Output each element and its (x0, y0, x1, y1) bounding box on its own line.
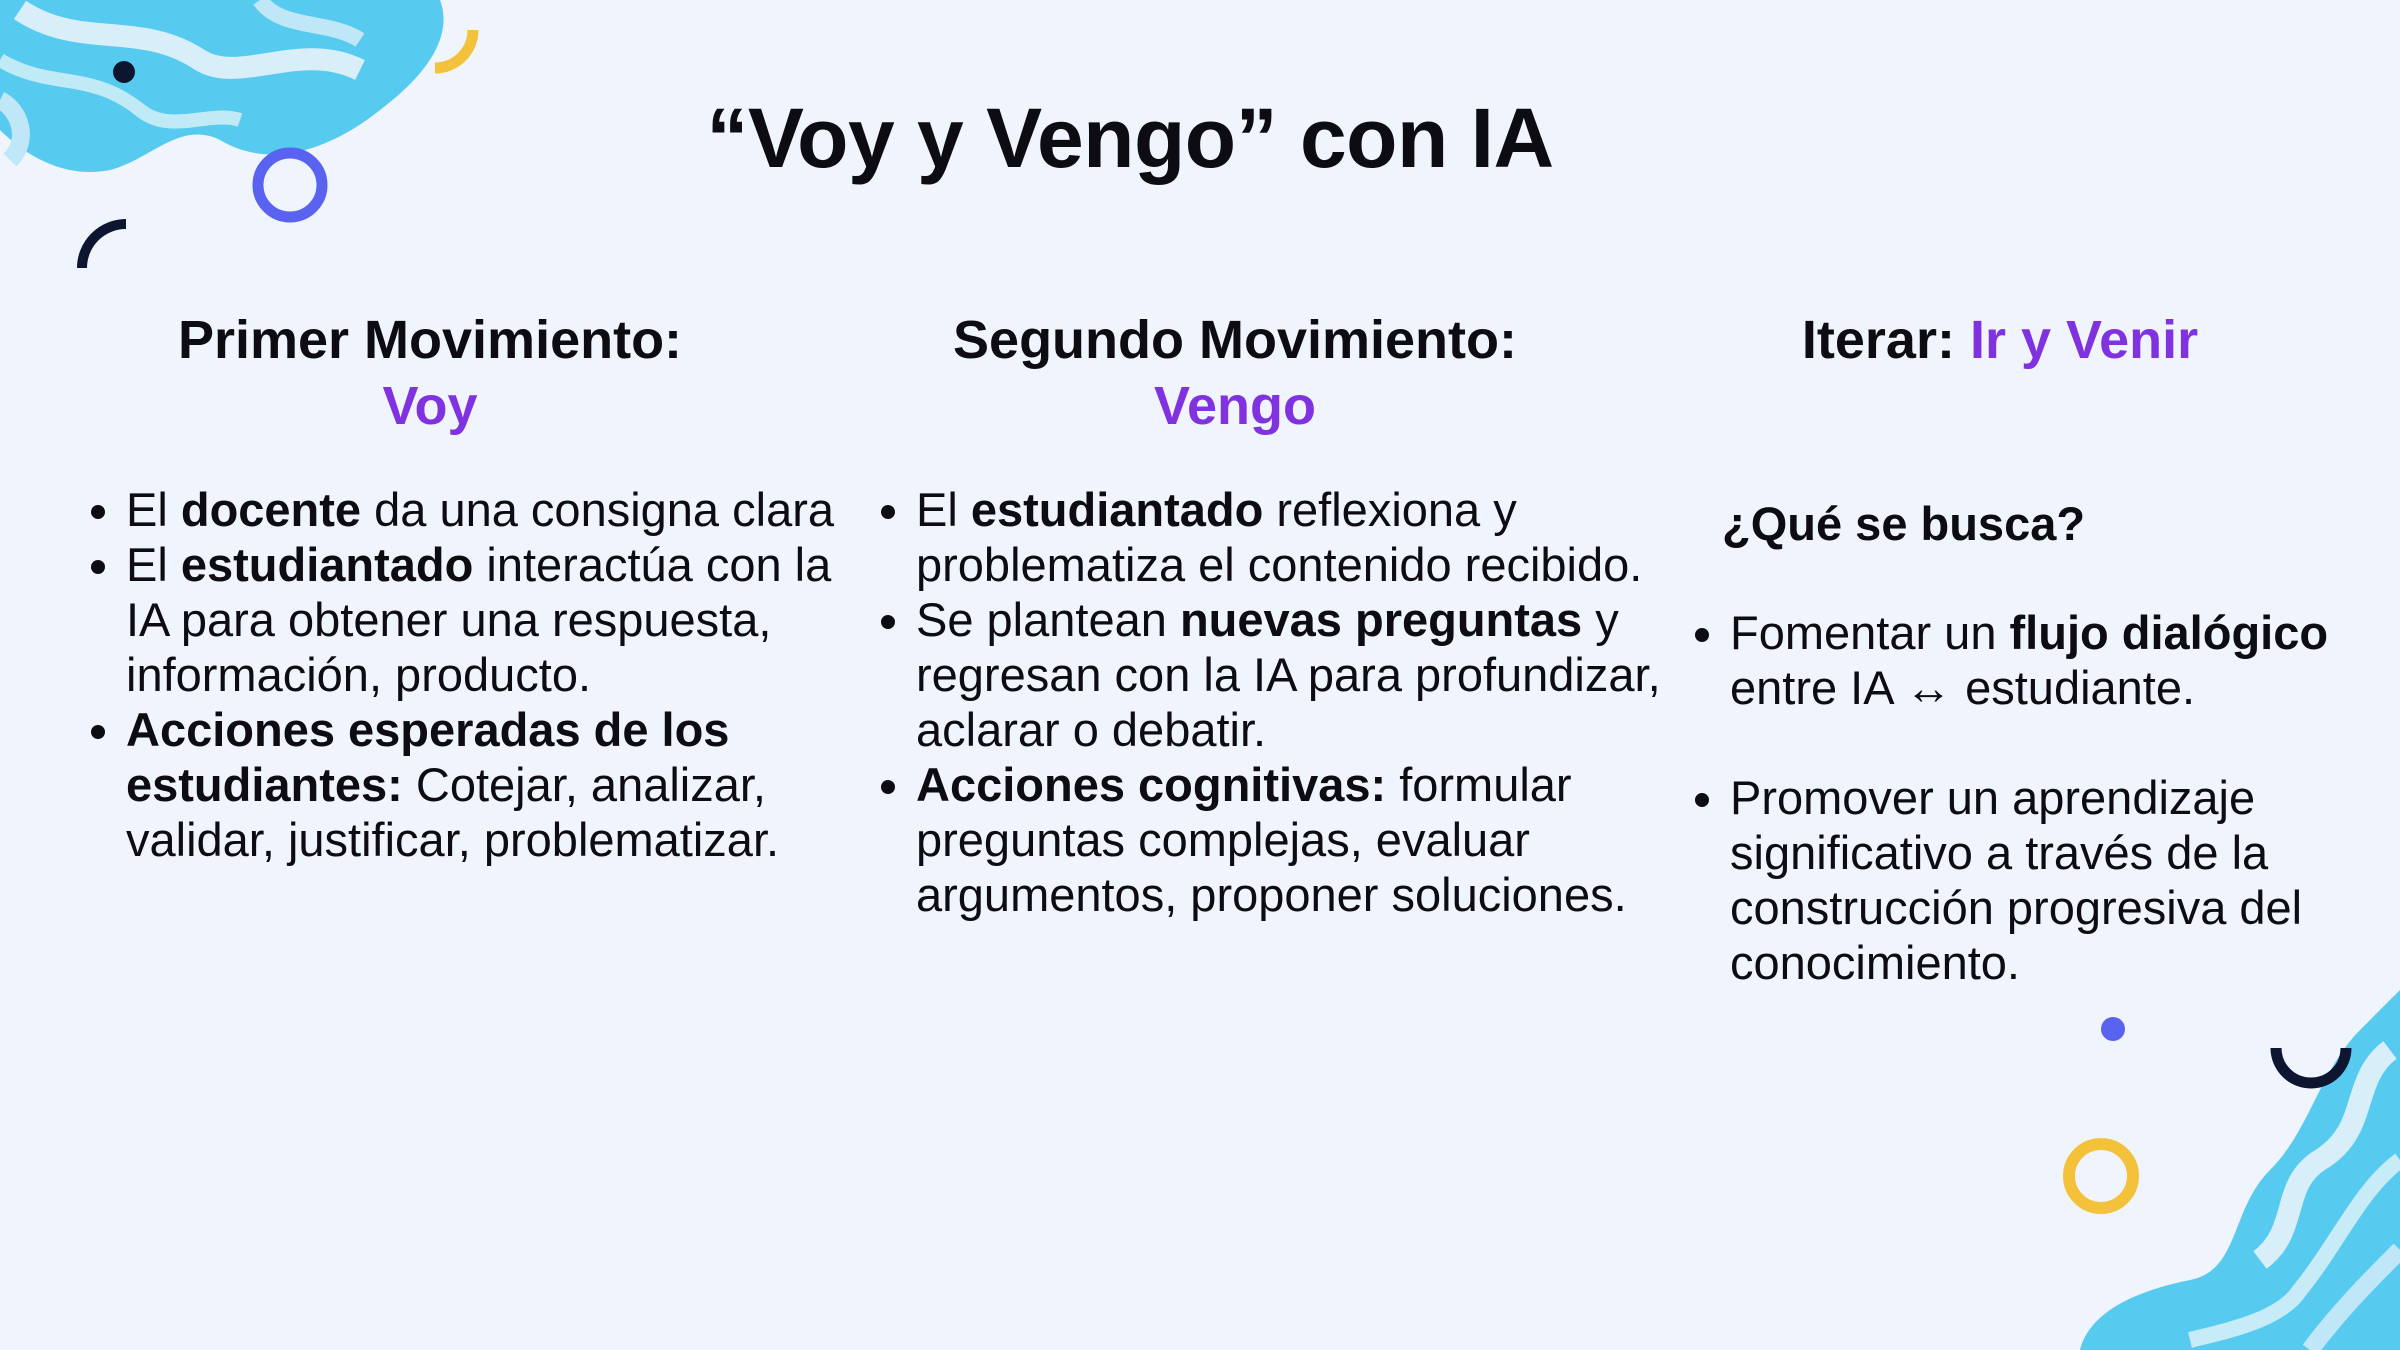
blue-dot-bottom (2100, 1016, 2126, 1042)
column-1-heading-accent: Voy (382, 376, 478, 436)
column-1-heading-main: Primer Movimiento: (177, 310, 683, 370)
column-1-bullets (80, 482, 886, 867)
navy-dot (112, 60, 136, 84)
column-3-heading-main: Iterar: (1801, 310, 1970, 370)
navy-arc-left (74, 216, 134, 276)
list-item: • Fomentar un flujo dialógico entre IA ↔ estudiante. (1730, 605, 2400, 715)
navy-arc-bottom (2268, 1040, 2354, 1096)
column-3-heading (1660, 307, 2340, 373)
list-item: • El docente da una consigna clara (126, 482, 886, 537)
list-item: • Acciones cognitivas: formular preguntas complejas, evaluar argumentos, proponer soluciones. (916, 757, 1676, 922)
list-item: • Se plantean nuevas preguntas y regresan con la IA para profundizar, aclarar o debatir. (916, 592, 1676, 757)
slide-title: “Voy y Vengo” con IA (706, 91, 1554, 185)
column-3-subheading: ¿Qué se busca? (1722, 497, 2086, 550)
marble-blob-bottom-right (2070, 990, 2400, 1350)
column-2-bullets (870, 482, 1676, 922)
column-3-bullets (1684, 605, 2400, 990)
column-1-heading (60, 307, 800, 439)
column-2-heading-accent: Vengo (1153, 376, 1317, 436)
yellow-arc-top (425, 22, 485, 82)
column-2-heading-main: Segundo Movimiento: (953, 310, 1517, 370)
list-item: • Acciones esperadas de los estudiantes: Cotejar, analizar, validar, justificar, problematizar. (126, 702, 886, 867)
column-2-heading (860, 307, 1610, 439)
list-item: • El estudiantado reflexiona y problematiza el contenido recibido. (916, 482, 1676, 592)
list-item: • Promover un aprendizaje significativo a través de la construcción progresiva del conocimiento. (1730, 770, 2400, 990)
column-3-heading-accent: Ir y Venir (1969, 310, 2199, 370)
yellow-ring-bottom (2058, 1133, 2144, 1219)
list-item: • El estudiantado interactúa con la IA para obtener una respuesta, información, producto. (126, 537, 886, 702)
